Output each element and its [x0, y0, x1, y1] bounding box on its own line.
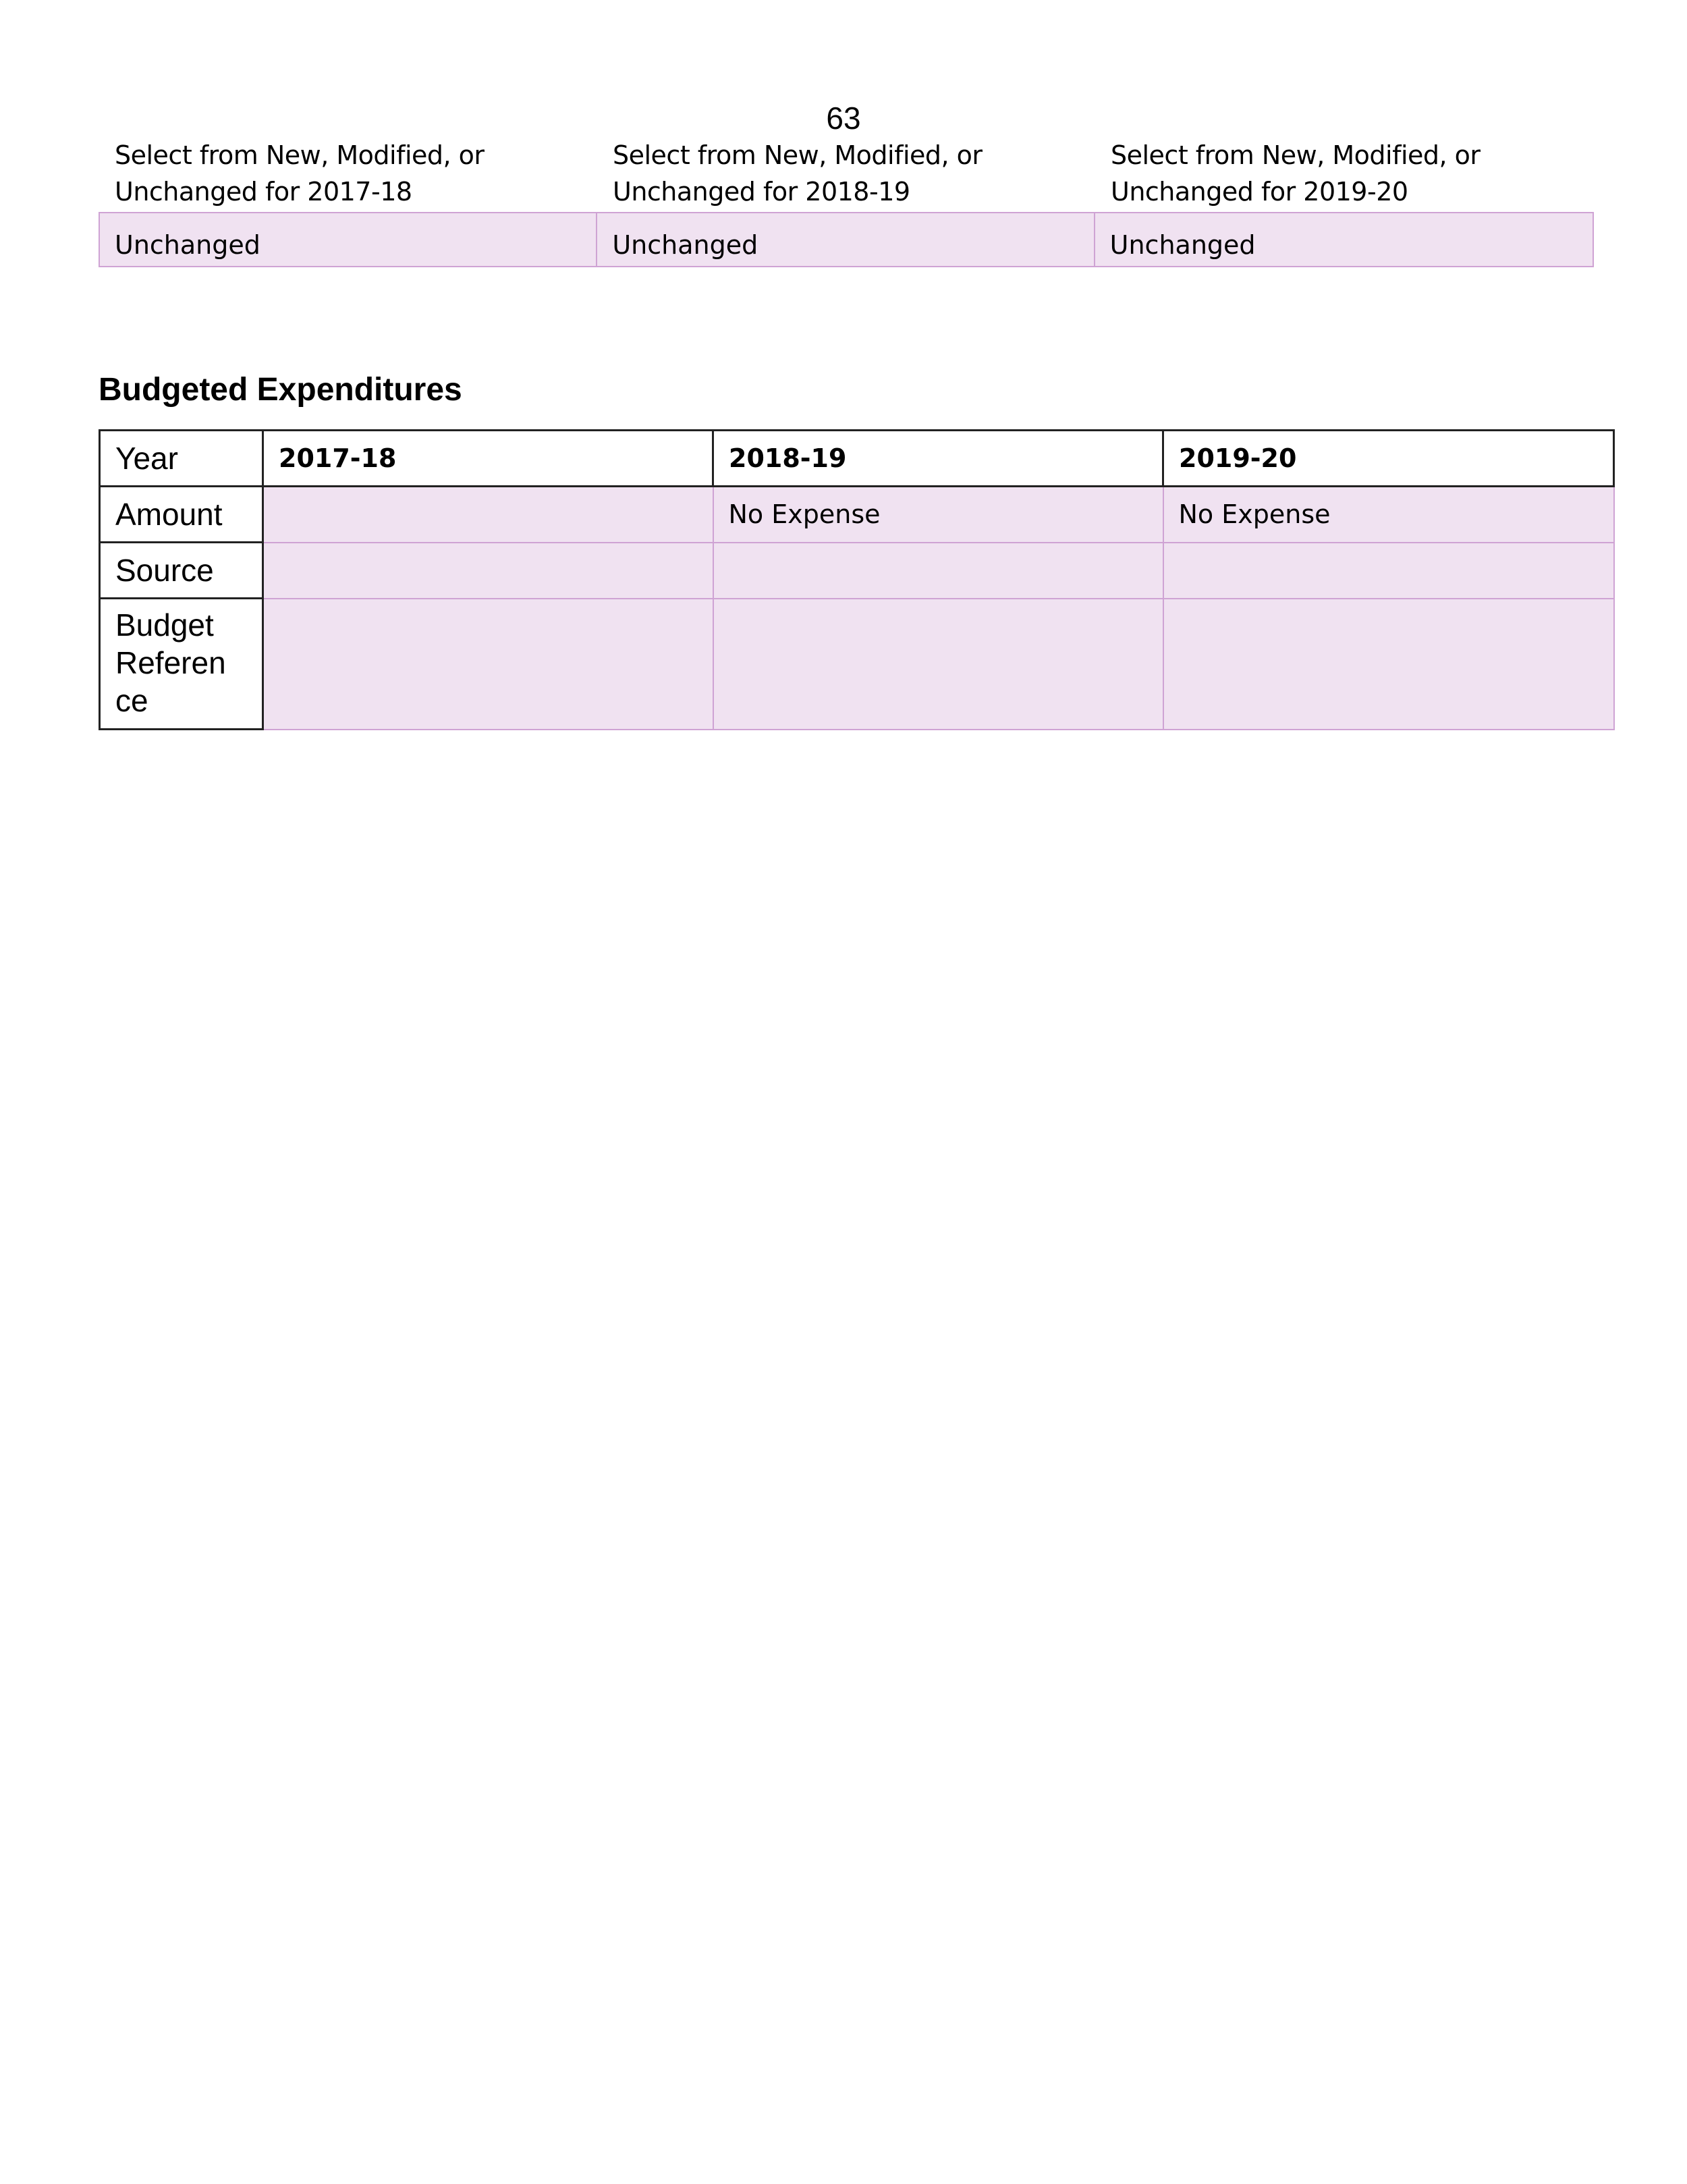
budget-reference-label — [100, 599, 263, 730]
status-value-row — [99, 212, 1594, 267]
budgeted-expenditures-table — [99, 429, 1615, 730]
budget-reference-2019-20[interactable] — [1163, 599, 1614, 730]
year-label: Year — [100, 431, 263, 487]
status-value-2019-20[interactable]: Unchanged — [1109, 230, 1256, 260]
status-header-2019-20: Select from New, Modified, or Unchanged for 2019-20 — [1111, 140, 1481, 207]
year-2019-20: 2019-20 — [1163, 431, 1614, 487]
status-selection-table — [99, 137, 1594, 267]
budget-reference-label-text: Budget Referen ce — [115, 607, 226, 718]
status-header-2018-19: Select from New, Modified, or Unchanged for 2018-19 — [613, 140, 983, 207]
page-number: 63 — [826, 101, 861, 136]
source-label: Source — [100, 543, 263, 599]
year-2018-19: 2018-19 — [713, 431, 1163, 487]
year-2017-18: 2017-18 — [263, 431, 713, 487]
amount-row — [100, 487, 1614, 543]
amount-label: Amount — [100, 487, 263, 543]
amount-2018-19[interactable]: No Expense — [713, 487, 1163, 543]
budget-reference-2017-18[interactable] — [263, 599, 713, 730]
status-header-2017-18: Select from New, Modified, or Unchanged for 2017-18 — [115, 140, 485, 207]
amount-2017-18[interactable] — [263, 487, 713, 543]
status-value-2018-19[interactable]: Unchanged — [597, 213, 1095, 266]
budgeted-expenditures-title: Budgeted Expenditures — [99, 372, 462, 408]
source-2017-18[interactable] — [263, 543, 713, 599]
budget-reference-2018-19[interactable] — [713, 599, 1163, 730]
year-row — [100, 431, 1614, 487]
source-2019-20[interactable] — [1163, 543, 1614, 599]
source-2018-19[interactable] — [713, 543, 1163, 599]
source-row — [100, 543, 1614, 599]
budget-reference-row — [100, 599, 1614, 730]
amount-2019-20[interactable]: No Expense — [1163, 487, 1614, 543]
status-header-row — [99, 137, 1594, 210]
status-value-2017-18[interactable]: Unchanged — [100, 213, 597, 266]
